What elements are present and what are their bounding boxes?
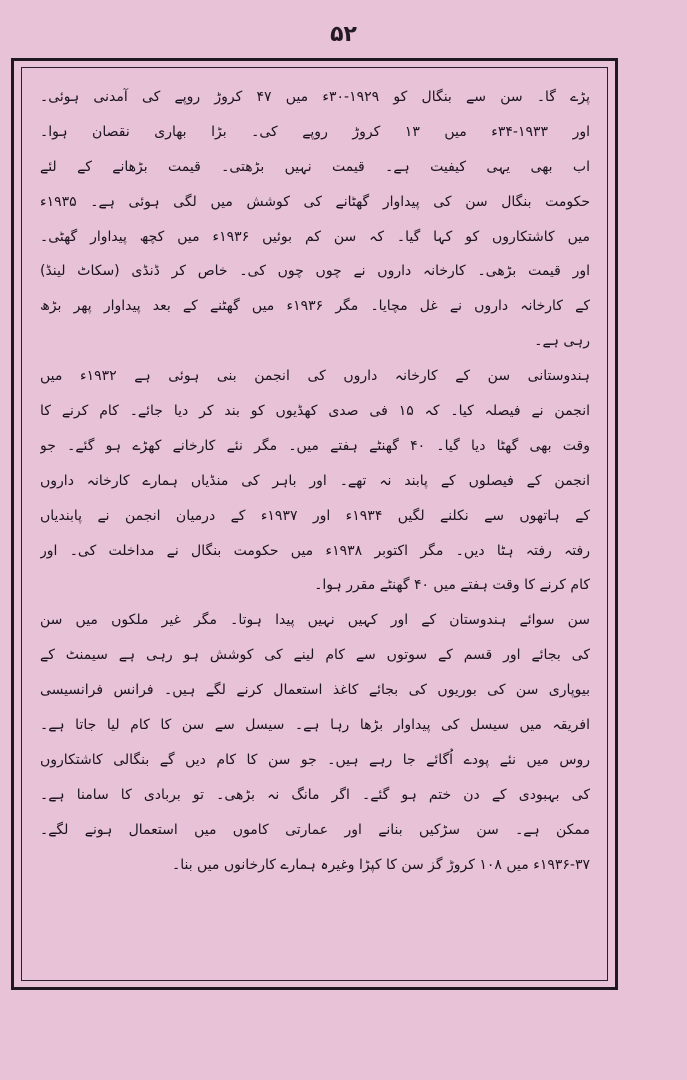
text-line: پڑے گا۔ سن سے بنگال کو ۱۹۲۹-۳۰ء میں ۴۷ کروڑ روپے کی آمدنی ہوئی۔	[40, 89, 590, 105]
text-line: اب بھی یہی کیفیت ہے۔ قیمت نہیں بڑھتی۔ قیمت بڑھانے کے لئے	[40, 158, 590, 175]
page-body	[40, 80, 590, 970]
text-line: روس میں نئے پودے اُگائے جا رہے ہیں۔ جو سن کا کام دیں گے بنگالی کاشتکاروں	[40, 751, 590, 768]
text-line: وقت بھی گھٹا دیا گیا۔ ۴۰ گھنٹے ہفتے میں۔ مگر نئے کارخانے کھڑے ہو گئے۔ جو	[40, 437, 590, 454]
text-line: ۱۹۳۶-۳۷ء میں ۱۰۸ کروڑ گز سن کا کپڑا وغیرہ ہمارے کارخانوں میں بنا۔	[172, 856, 590, 873]
text-line: کام کرنے کا وقت ہفتے میں ۴۰ گھنٹے مقرر ہوا۔	[314, 577, 590, 594]
text-line: اور قیمت بڑھی۔ کارخانہ داروں نے چوں چوں کی۔ خاص کر ڈنڈی (سکاٹ لینڈ)	[40, 263, 590, 280]
text-line: بیوپاری سن کی بوریوں کی بجائے کاغذ استعمال کرنے لگے ہیں۔ فرانس فرانسیسی	[40, 682, 590, 699]
text-line: رفتہ رفتہ ہٹا دیں۔ مگر اکتوبر ۱۹۳۸ء میں حکومت بنگال نے مداخلت کی۔ اور	[40, 542, 590, 559]
text-line: ہندوستانی سن کے کارخانہ داروں کی انجمن بنی ہوئی ہے ۱۹۳۲ء میں	[40, 368, 590, 385]
text-line: کی بہبودی کے دن ختم ہو گئے۔ اگر مانگ نہ بڑھی۔ تو بربادی کا سامنا ہے۔	[40, 786, 590, 803]
text-line: میں کاشتکاروں کو کہا گیا۔ کہ سن کم بوئیں ۱۹۳۶ء میں کچھ پیداوار گھٹی۔	[40, 228, 590, 245]
text-line: رہی ہے۔	[534, 333, 590, 350]
text-line: کی بجائے اور قسم کے سوتوں سے کام لینے کی کوشش ہو رہی ہے سیمنٹ کے	[40, 647, 590, 664]
text-line: سن سوائے ہندوستان کے اور کہیں نہیں پیدا ہوتا۔ مگر غیر ملکوں میں سن	[40, 612, 590, 629]
text-line: کے کارخانہ داروں نے غل مچایا۔ مگر ۱۹۳۶ء میں گھٹنے کے بعد پیداوار پھر بڑھ	[40, 298, 590, 315]
text-line: کے ہاتھوں سے نکلنے لگیں ۱۹۳۴ء اور ۱۹۳۷ء کے درمیان انجمن نے پابندیاں	[40, 507, 590, 524]
text-line: انجمن نے فیصلہ کیا۔ کہ ۱۵ فی صدی کھڈیوں کو بند کر دیا جائے۔ کام کرنے کا	[40, 403, 590, 420]
text-line: حکومت بنگال سن کی پیداوار گھٹانے کی کوشش میں لگی ہوئی ہے۔ ۱۹۳۵ء	[40, 193, 590, 210]
page-number: ۵۲	[330, 22, 357, 47]
text-line: اور ۱۹۳۳-۳۴ء میں ۱۳ کروڑ روپے کی۔ بڑا بھاری نقصان ہوا۔	[40, 123, 590, 140]
text-line: انجمن کے فیصلوں کے پابند نہ تھے۔ اور باہر کی منڈیاں ہمارے کارخانہ داروں	[40, 472, 590, 489]
text-line: ممکن ہے۔ سن سڑکیں بنانے اور عمارتی کاموں میں استعمال ہونے لگے۔	[40, 821, 590, 838]
text-line: افریقہ میں سیسل کی پیداوار بڑھا رہا ہے۔ سیسل سے سن کا کام لیا جاتا ہے۔	[40, 717, 590, 734]
